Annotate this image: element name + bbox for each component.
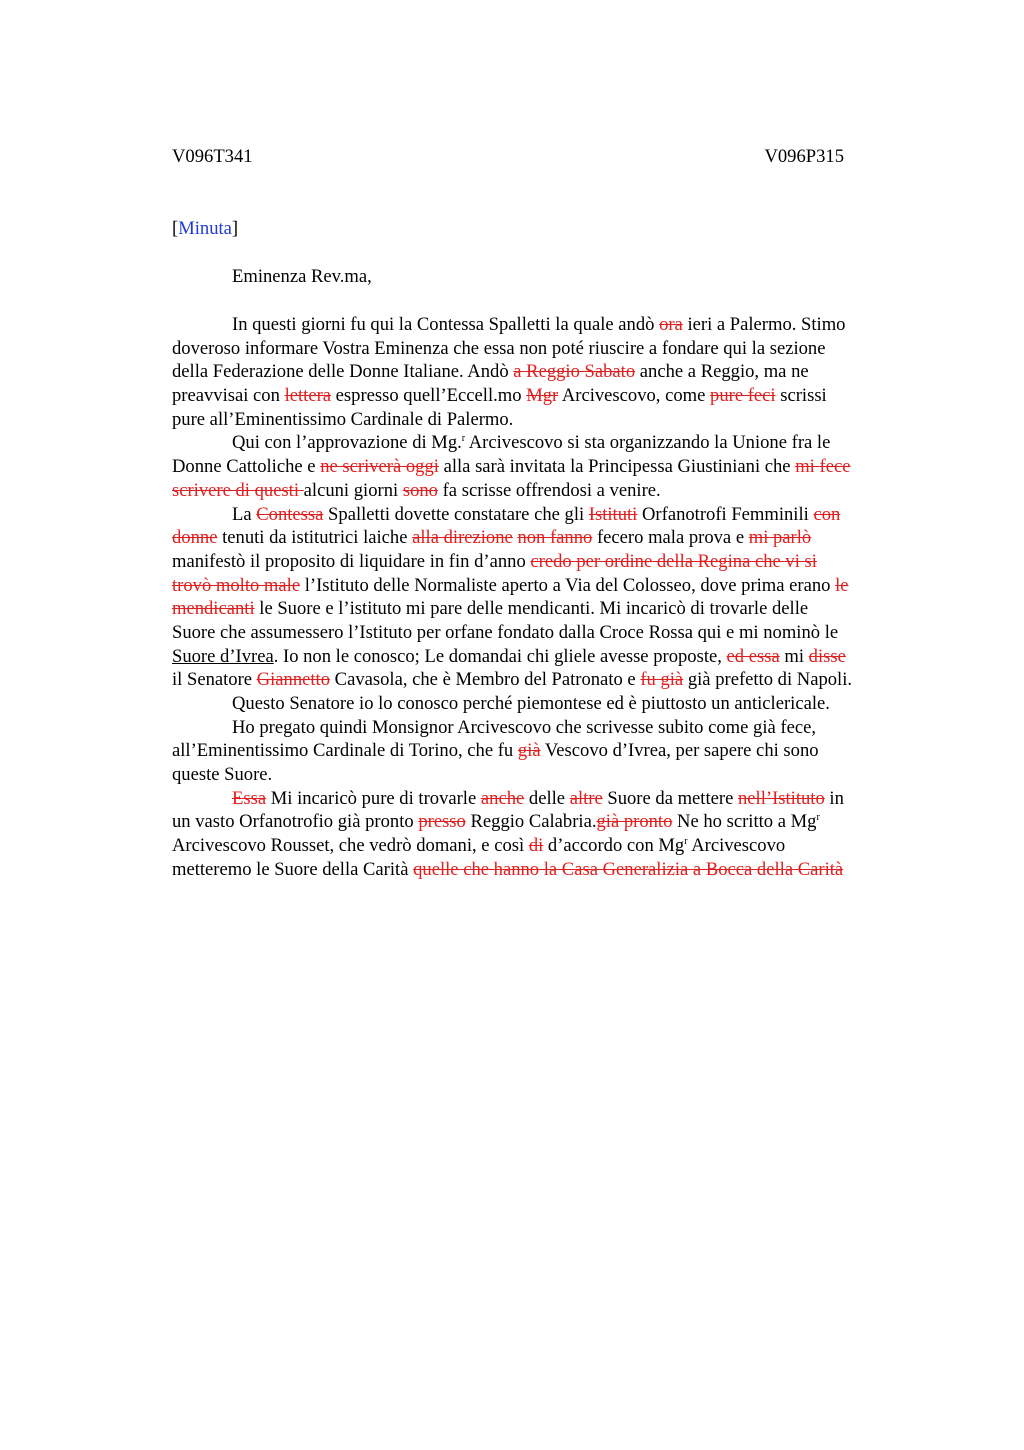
line-text: Donne Cattoliche e: [172, 456, 321, 478]
line-text: Ne ho scritto a Mg: [672, 811, 817, 833]
deleted-text: Essa: [232, 787, 267, 809]
line-text: anche a Reggio, ma ne: [635, 361, 809, 383]
right-identifier: V096P315: [764, 146, 844, 167]
deleted-text: ora: [659, 314, 683, 335]
line-text: doveroso informare Vostra Eminenza che essa non poté riuscire a fondare qui la sezione: [172, 337, 826, 359]
line-text: in: [824, 787, 844, 809]
text-line: [172, 360, 917, 384]
text-line: [172, 384, 917, 408]
text-line: [172, 763, 917, 787]
line-text: Arcivescovo, come: [558, 385, 711, 407]
deleted-text: mi fece: [795, 456, 851, 478]
text-line: [172, 692, 917, 716]
text-line: [172, 313, 917, 337]
text-line: [172, 716, 917, 740]
deleted-text: alla direzione: [412, 527, 513, 549]
left-identifier: V096T341: [172, 146, 253, 167]
line-text: all’Eminentissimo Cardinale di Torino, che fu: [172, 740, 518, 762]
deleted-text: non fanno: [517, 527, 593, 549]
deleted-text: le: [835, 574, 849, 596]
text-line: [172, 479, 917, 503]
text-line: [172, 810, 917, 834]
text-line: [172, 739, 917, 763]
deleted-text: Contessa: [256, 503, 324, 525]
text-line: [172, 455, 917, 479]
line-text: Qui con l’approvazione di Mg.: [232, 432, 462, 454]
line-text: pure all’Eminentissimo Cardinale di Palermo.: [172, 408, 514, 430]
minuta-link[interactable]: Minuta: [178, 218, 232, 239]
text-line: [172, 787, 917, 811]
salutation: Eminenza Rev.ma,: [232, 266, 372, 287]
line-text: mi: [779, 645, 809, 667]
deleted-text: di: [528, 835, 544, 857]
text-line: [172, 858, 917, 882]
superscript-text: r: [461, 433, 466, 445]
line-text: fecero mala prova e: [592, 527, 749, 549]
deleted-text: mi parlò: [748, 527, 812, 549]
line-text: Questo Senatore io lo conosco perché piemontese ed è piuttosto un anticlericale.: [232, 693, 830, 714]
line-text: Mi incaricò pure di trovarle: [266, 787, 481, 809]
line-text: tenuti da istitutrici laiche: [217, 527, 413, 549]
deleted-text: altre: [569, 787, 603, 809]
line-text: già prefetto di Napoli.: [683, 669, 853, 691]
text-line: [172, 526, 917, 550]
deleted-text: ed essa: [726, 645, 780, 667]
text-line: [172, 431, 917, 455]
line-text: fa scrisse offrendosi a venire.: [437, 479, 661, 501]
line-text: metteremo le Suore della Carità: [172, 858, 414, 880]
line-text: d’accordo con Mg: [543, 835, 685, 857]
line-text: La: [232, 503, 257, 525]
text-line: [172, 550, 917, 574]
letter-body: [172, 313, 917, 882]
text-line: [172, 408, 917, 432]
deleted-text: sono: [402, 479, 438, 501]
line-text: della Federazione delle Donne Italiane. Andò: [172, 361, 514, 383]
line-text: Cavasola, che è Membro del Patronato e: [330, 669, 641, 691]
line-text: Suore da mettere: [602, 787, 738, 809]
deleted-text: disse: [808, 645, 846, 667]
deleted-text: Istituti: [588, 503, 638, 525]
underlined-text: Suore d’Ivrea: [172, 645, 274, 667]
minuta-label: [172, 218, 238, 240]
line-text: le Suore e l’istituto mi pare delle mendicanti. Mi incaricò di trovarle delle: [254, 598, 809, 620]
deleted-text: credo per ordine della Regina che vi si: [530, 550, 817, 572]
line-text: In questi giorni fu qui la Contessa Spalletti la quale andò: [232, 314, 660, 335]
deleted-text: ne scriverà oggi: [320, 456, 439, 478]
deleted-text: nell’Istituto: [738, 787, 825, 809]
line-text: Arcivescovo: [687, 835, 786, 857]
deleted-text: presso: [418, 811, 466, 833]
line-text: alla sarà invitata la Principessa Giustiniani che: [438, 456, 796, 478]
line-text: Spalletti dovette constatare che gli: [323, 503, 589, 525]
deleted-text: donne: [172, 527, 218, 549]
deleted-text: a Reggio Sabato: [513, 361, 636, 383]
minuta-close-bracket: ]: [231, 218, 239, 239]
line-text: preavvisai con: [172, 385, 285, 407]
deleted-text: anche: [480, 787, 525, 809]
deleted-text: Giannetto: [256, 669, 331, 691]
line-text: manifestò il proposito di liquidare in fin d’anno: [172, 550, 531, 572]
text-line: [172, 574, 917, 598]
line-text: alcuni giorni: [303, 479, 403, 501]
deleted-text: fu già: [640, 669, 684, 691]
line-text: scrissi: [775, 385, 827, 407]
text-line: [172, 597, 917, 621]
superscript-text: r: [684, 836, 688, 848]
deleted-text: Mgr: [526, 385, 559, 407]
text-line: [172, 668, 917, 692]
line-text: Orfanotrofi Femminili: [637, 503, 814, 525]
text-line: [172, 337, 917, 361]
deleted-text: scrivere di questi: [172, 479, 304, 501]
document-identifiers: [172, 146, 844, 170]
deleted-text: pure feci: [710, 385, 776, 407]
text-line: [172, 645, 917, 669]
line-text: Ho pregato quindi Monsignor Arcivescovo che scrivesse subito come già fece,: [232, 716, 816, 738]
text-line: [172, 503, 917, 527]
deleted-text: trovò molto male: [172, 574, 301, 596]
text-line: [172, 621, 917, 645]
line-text: espresso quell’Eccell.mo: [331, 385, 527, 407]
line-text: queste Suore.: [172, 764, 273, 786]
line-text: Arcivescovo si sta organizzando la Unione fra le: [465, 432, 831, 454]
line-text: ieri a Palermo. Stimo: [682, 314, 846, 335]
superscript-text: r: [816, 812, 820, 824]
line-text: Reggio Calabria.: [465, 811, 597, 833]
deleted-text: già: [517, 740, 541, 762]
line-text: l’Istituto delle Normaliste aperto a Via del Colosseo, dove prima erano: [300, 574, 836, 596]
line-text: Arcivescovo Rousset, che vedrò domani, e così: [172, 835, 529, 857]
line-text: Vescovo d’Ivrea, per sapere chi sono: [540, 740, 819, 762]
deleted-text: quelle che hanno la Casa Generalizia a Bocca della Carità: [413, 858, 844, 880]
deleted-text: con: [813, 503, 841, 525]
minuta-open-bracket: [: [172, 218, 179, 239]
line-text: delle: [524, 787, 570, 809]
line-text: il Senatore: [172, 669, 257, 691]
deleted-text: già pronto: [596, 811, 673, 833]
line-text: Suore che assumessero l’Istituto per orfane fondato dalla Croce Rossa qui e mi nominò le: [172, 621, 839, 643]
text-line: [172, 834, 917, 858]
deleted-text: mendicanti: [172, 598, 255, 620]
line-text: un vasto Orfanotrofio già pronto: [172, 811, 419, 833]
line-text: . Io non le conosco; Le domandai chi gliele avesse proposte,: [273, 645, 727, 667]
deleted-text: lettera: [284, 385, 332, 407]
